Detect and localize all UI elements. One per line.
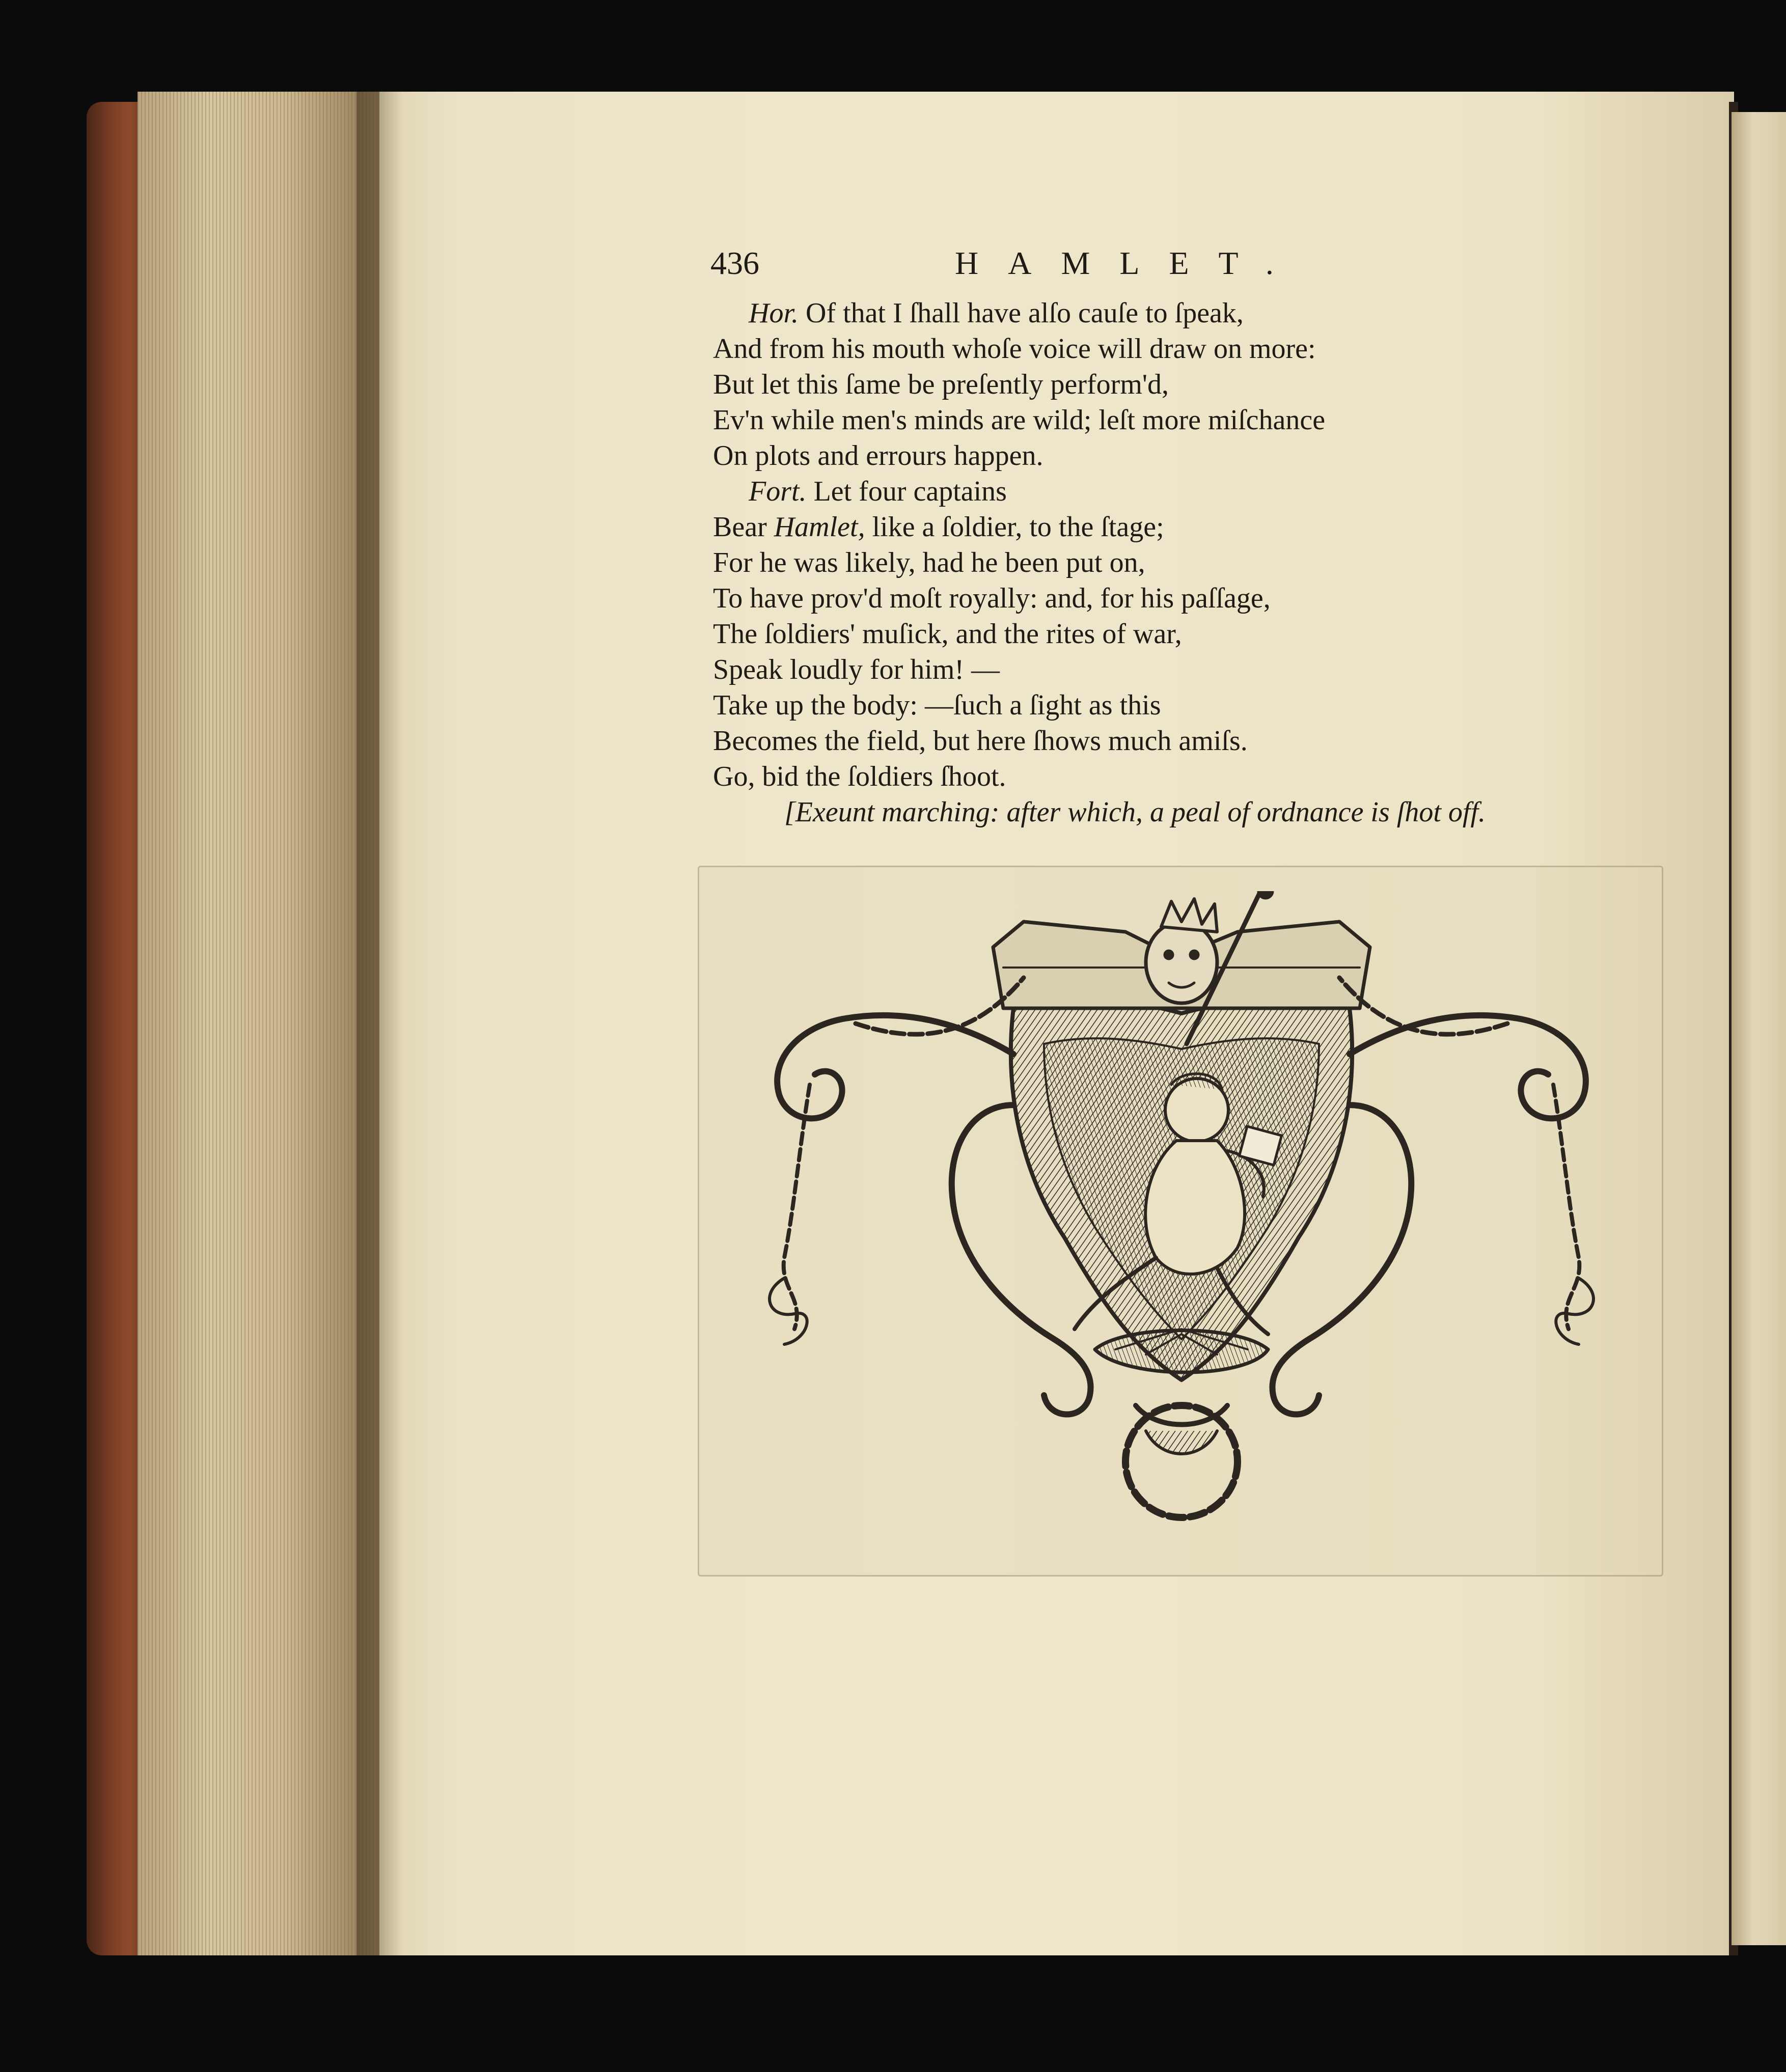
text-line [713, 331, 1630, 367]
text-line [713, 295, 1630, 331]
facing-page-edge [1732, 112, 1786, 1945]
rococo-cartouche-engraving [738, 891, 1625, 1533]
line-text: For he was likely, had he been put on, [713, 547, 1145, 578]
line-text: Let four captains [806, 476, 1007, 507]
line-text: Becomes the field, but here ſhows much amiſs. [713, 725, 1248, 757]
line-text: But let this ſame be preſently perform'd, [713, 369, 1169, 400]
text-line [713, 723, 1630, 759]
line-text: Take up the body: —ſuch a ſight as this [713, 689, 1161, 721]
line-text: Bear [713, 511, 774, 543]
text-line [713, 545, 1630, 581]
text-line [713, 509, 1630, 545]
speaker-name: Hor. [749, 297, 799, 329]
text-line [713, 367, 1630, 402]
text-line [713, 438, 1630, 474]
line-text: Go, bid the ſoldiers ſhoot. [713, 761, 1006, 792]
running-title: HAMLET. [955, 245, 1303, 281]
gutter-shadow [356, 92, 402, 1955]
italic-name: Hamlet, [774, 511, 865, 543]
line-text: Speak loudly for him! — [713, 654, 1000, 685]
text-line [713, 474, 1630, 509]
stage-direction: [Exeunt marching: after which, a peal of ordnance is ſhot off. [784, 796, 1486, 828]
text-line [713, 616, 1630, 652]
running-head [710, 244, 1372, 285]
page-number: 436 [710, 245, 759, 281]
line-text: Ev'n while men's minds are wild; leſt more miſchance [713, 404, 1326, 436]
text-line [713, 759, 1630, 794]
line-text: Of that I ſhall have alſo cauſe to ſpeak, [799, 297, 1244, 329]
line-text: The ſoldiers' muſick, and the rites of war, [713, 618, 1182, 650]
text-line [713, 581, 1630, 616]
text-line [713, 687, 1630, 723]
speaker-name: Fort. [749, 476, 807, 507]
play-text [713, 295, 1630, 830]
line-text: like a ſoldier, to the ſtage; [865, 511, 1164, 543]
text-line [713, 652, 1630, 687]
page-edges-stack [138, 92, 382, 1955]
line-text: And from his mouth whoſe voice will draw on more: [713, 333, 1316, 365]
line-text: On plots and errours happen. [713, 440, 1043, 472]
line-text: To have prov'd moſt royally: and, for his paſſage, [713, 583, 1271, 614]
text-line [713, 402, 1630, 438]
